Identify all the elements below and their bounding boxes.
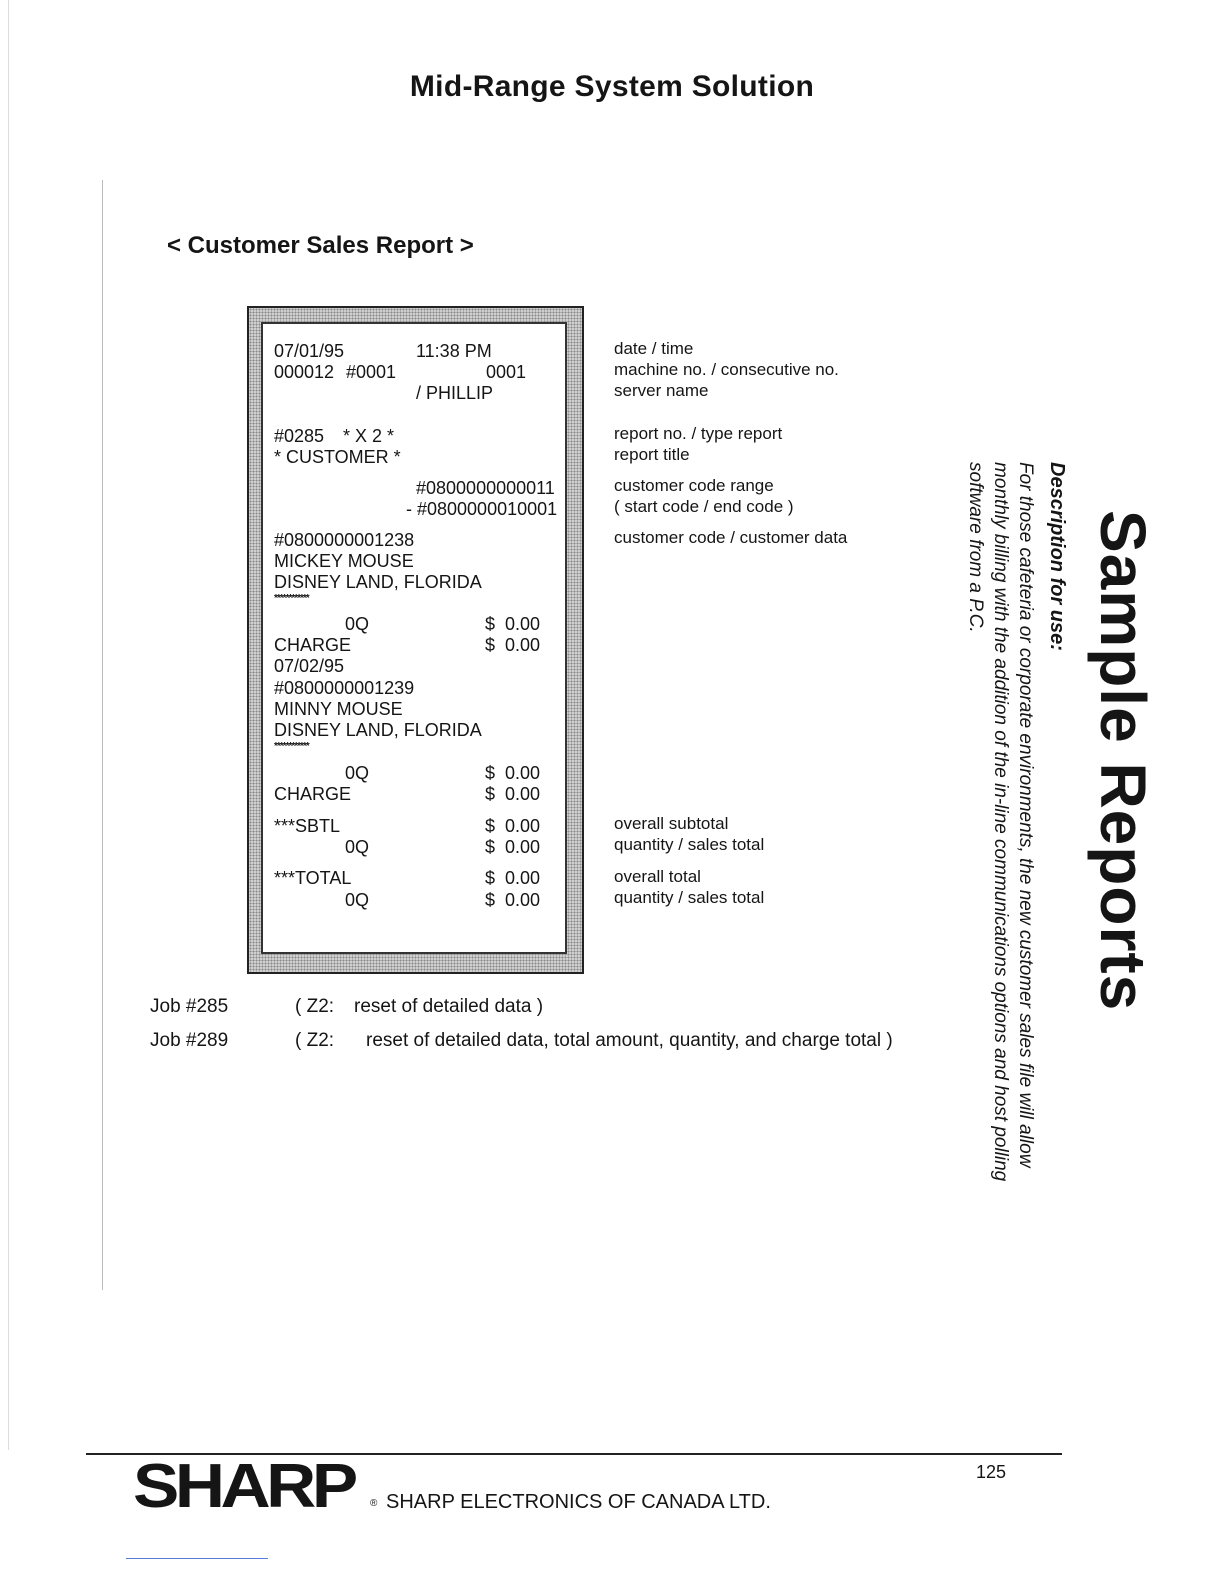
sidebar-title: Sample Reports [1087, 510, 1159, 1012]
annotation: date / time [614, 339, 694, 358]
customer-name: MINNY MOUSE [274, 699, 403, 719]
job-description: reset of detailed data ) [354, 996, 544, 1017]
description-line: For those cafeteria or corporate environments, the new customer sales file will allow [1015, 462, 1036, 1168]
annotation: overall total [614, 867, 701, 886]
customer-address: DISNEY LAND, FLORIDA [274, 572, 482, 592]
description-line: monthly billing with the addition of the in-line communications options and host polling [990, 462, 1011, 1182]
subtotal-label: ***SBTL [274, 816, 341, 836]
annotation: overall subtotal [614, 814, 729, 833]
receipt-consecutive-no: 0001 [486, 362, 527, 382]
registered-mark: ® [370, 1498, 378, 1509]
section-title: < Customer Sales Report > [167, 232, 474, 259]
description-heading: Description for use: [1046, 462, 1068, 651]
subtotal-qty-amount: $ 0.00 [485, 837, 541, 857]
receipt-report-type: * X 2 * [343, 426, 395, 446]
page-title: Mid-Range System Solution [409, 70, 815, 103]
customer-qty: 0Q [345, 614, 370, 634]
annotation: customer code / customer data [614, 528, 848, 547]
annotation: quantity / sales total [614, 888, 765, 907]
receipt-machine-no: 000012 [274, 362, 335, 382]
customer-address: DISNEY LAND, FLORIDA [274, 720, 482, 740]
annotation: ( start code / end code ) [614, 497, 794, 516]
subtotal-qty: 0Q [345, 837, 370, 857]
customer-charge-amount: $ 0.00 [485, 635, 541, 655]
customer-separator: ************ [274, 593, 309, 604]
customer-code: #0800000001238 [274, 530, 415, 550]
total-label: ***TOTAL [274, 868, 352, 888]
annotation: customer code range [614, 476, 774, 495]
receipt-report-title: * CUSTOMER * [274, 447, 401, 467]
subtotal-amount: $ 0.00 [485, 816, 541, 836]
total-qty-amount: $ 0.00 [485, 890, 541, 910]
customer-charge-amount: $ 0.00 [485, 784, 541, 804]
total-amount: $ 0.00 [485, 868, 541, 888]
receipt-date: 07/01/95 [274, 341, 345, 361]
page-number: 125 [976, 1462, 1007, 1482]
job-code: ( Z2: [295, 1030, 335, 1051]
blue-rule [126, 1558, 268, 1559]
company-name: SHARP ELECTRONICS OF CANADA LTD. [386, 1491, 771, 1513]
receipt-range-start: #0800000000011 [416, 478, 555, 498]
job-label: Job #289 [150, 1030, 229, 1051]
annotation: machine no. / consecutive no. [614, 360, 839, 379]
receipt-machine-hash: #0001 [346, 362, 397, 382]
annotation: report title [614, 445, 690, 464]
annotation: report no. / type report [614, 424, 783, 443]
receipt-report-no: #0285 [274, 426, 325, 446]
receipt-range-end: - #0800000010001 [406, 499, 558, 519]
margin-rule [8, 0, 9, 1450]
customer-code: #0800000001239 [274, 678, 415, 698]
job-description: reset of detailed data, total amount, quantity, and charge total ) [366, 1030, 893, 1051]
customer-name: MICKEY MOUSE [274, 551, 414, 571]
customer-qty: 0Q [345, 763, 370, 783]
receipt-paper [261, 322, 567, 954]
customer-separator: ************ [274, 741, 309, 752]
job-label: Job #285 [150, 996, 229, 1017]
annotation: server name [614, 381, 709, 400]
margin-rule [102, 180, 103, 1290]
customer-charge-label: CHARGE [274, 784, 352, 804]
total-qty: 0Q [345, 890, 370, 910]
receipt-time: 11:38 PM [416, 341, 492, 361]
customer-charge-label: CHARGE [274, 635, 352, 655]
description-line: software from a P.C. [965, 462, 986, 633]
annotation: quantity / sales total [614, 835, 765, 854]
job-code: ( Z2: [295, 996, 335, 1017]
receipt-frame [247, 306, 584, 974]
customer-qty-amount: $ 0.00 [485, 763, 541, 783]
customer-date: 07/02/95 [274, 656, 345, 676]
customer-qty-amount: $ 0.00 [485, 614, 541, 634]
receipt-server-name: / PHILLIP [416, 383, 494, 403]
sharp-logo: SHARP [133, 1452, 354, 1521]
